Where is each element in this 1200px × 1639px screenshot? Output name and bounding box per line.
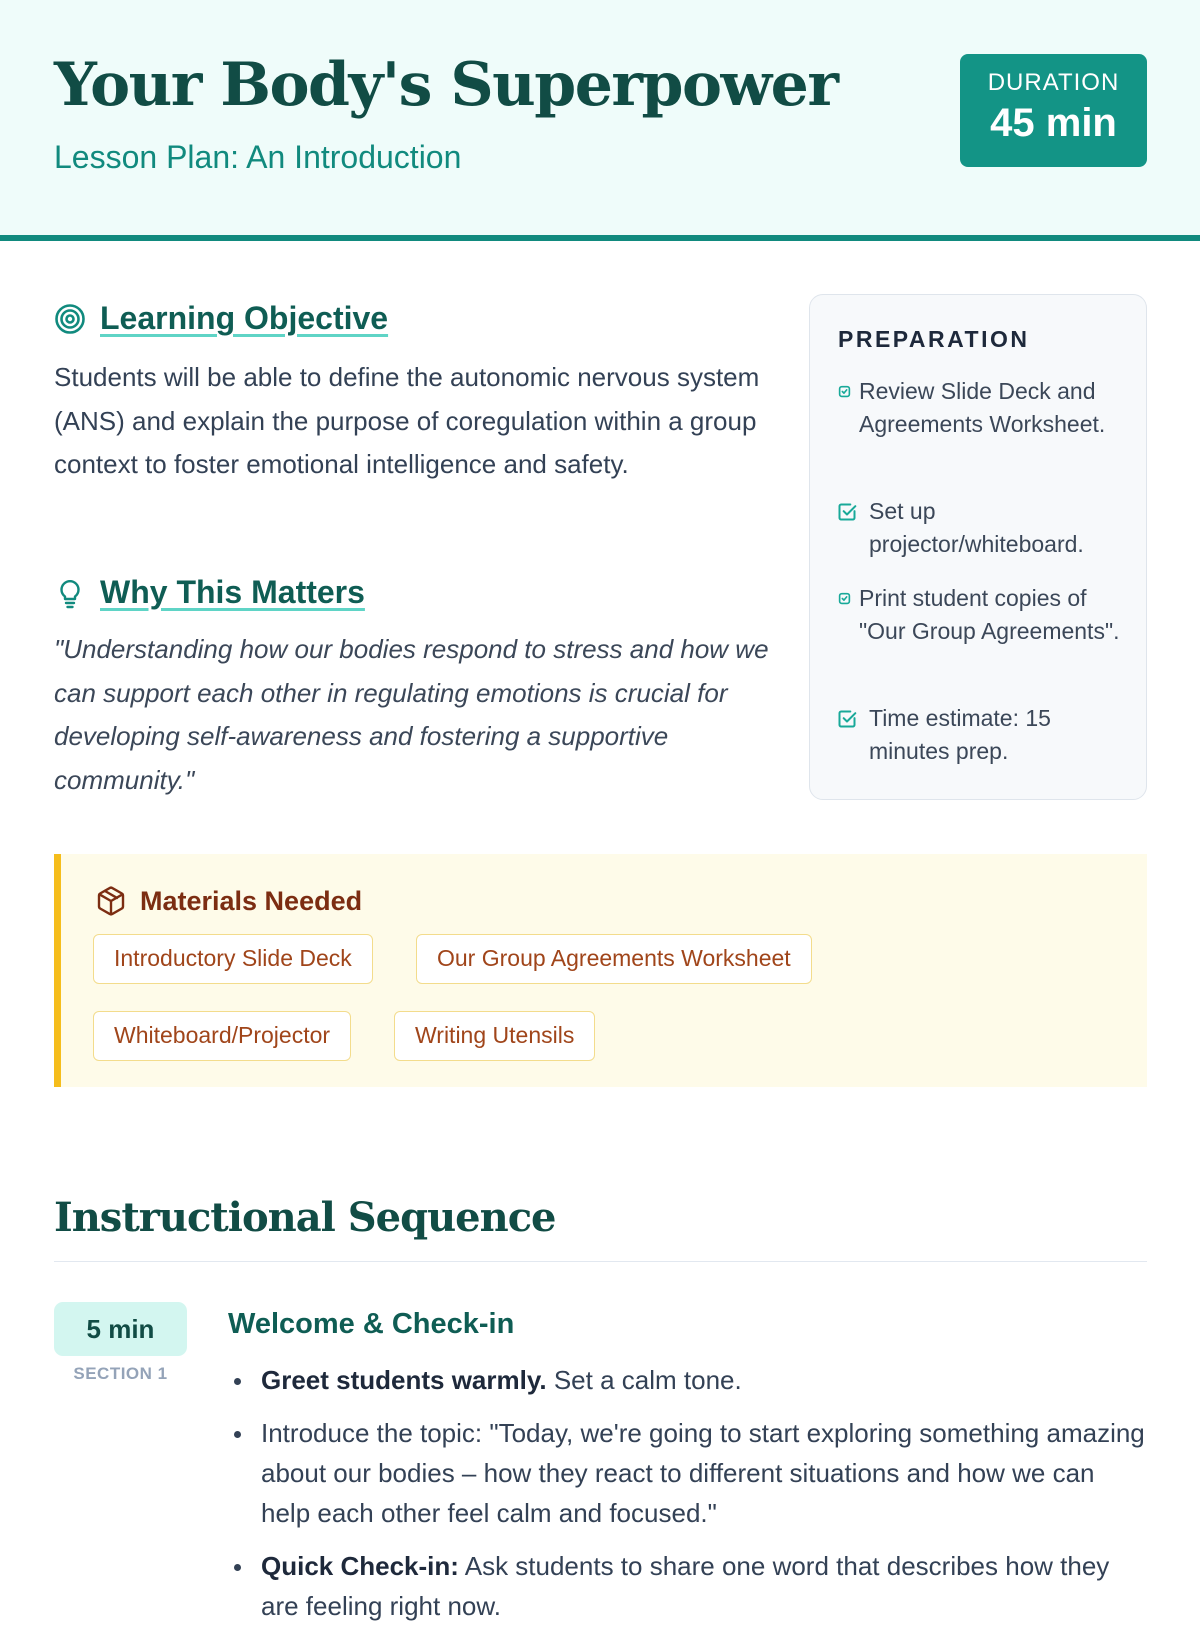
bullet-text: Introduce the topic: "Today, we're going to start exploring something amazing about our bodies – how they react to different situations and how we can help each other feel calm and focused." <box>261 1418 1145 1528</box>
preparation-item-text: Review Slide Deck and Agreements Worksheet. <box>859 378 1106 437</box>
material-chip: Writing Utensils <box>394 1011 595 1061</box>
preparation-item <box>837 582 1137 648</box>
preparation-item <box>837 702 1137 768</box>
checkbox-icon <box>837 582 851 615</box>
lightbulb-icon <box>54 577 86 609</box>
divider <box>54 1261 1147 1262</box>
lesson-header <box>0 0 1200 241</box>
objective-heading <box>54 300 388 337</box>
checkbox-icon <box>837 375 851 408</box>
preparation-item-text: Set up projector/whiteboard. <box>869 498 1084 557</box>
list-item <box>228 1360 1148 1400</box>
bullet-emphasis: Quick Check-in: <box>261 1551 459 1581</box>
target-icon <box>54 303 86 335</box>
matters-heading-label: Why This Matters <box>100 574 365 610</box>
checkbox-icon <box>837 702 857 735</box>
bullet-text: Ask students to share one word that describes how they are feeling right now. <box>261 1551 1110 1621</box>
checkbox-icon <box>837 495 857 528</box>
duration-badge <box>960 54 1147 167</box>
matters-heading <box>54 574 365 611</box>
preparation-item <box>837 495 1137 561</box>
duration-value: 45 min <box>990 101 1117 145</box>
bullet-text: Set a calm tone. <box>546 1365 742 1395</box>
step-title: Welcome & Check-in <box>228 1308 515 1340</box>
preparation-card <box>809 294 1147 800</box>
materials-panel <box>54 854 1147 1087</box>
material-chip: Our Group Agreements Worksheet <box>416 934 812 984</box>
material-chip: Introductory Slide Deck <box>93 934 373 984</box>
package-icon <box>95 885 127 917</box>
matters-quote: "Understanding how our bodies respond to stress and how we can support each other in regulating emotions is crucial for developing self-awareness and fostering a supportive community." <box>54 634 769 795</box>
bullet-emphasis: Greet students warmly. <box>261 1365 547 1395</box>
materials-heading-label: Materials Needed <box>140 885 363 916</box>
list-item <box>228 1546 1148 1626</box>
step-time-badge: 5 min <box>54 1302 187 1356</box>
objective-heading-label: Learning Objective <box>100 300 389 336</box>
preparation-item-text: Time estimate: 15 minutes prep. <box>869 705 1051 764</box>
objective-text: Students will be able to define the autonomic nervous system (ANS) and explain the purpose of coregulation within a group context to foster emotional intelligence and safety. <box>54 362 760 479</box>
duration-label: DURATION <box>987 69 1120 96</box>
list-item <box>228 1413 1148 1533</box>
preparation-item <box>837 375 1137 441</box>
step-bullets <box>228 1360 1148 1639</box>
page-title: Your Body's Superpower <box>54 50 838 120</box>
sequence-title: Instructional Sequence <box>54 1194 556 1241</box>
material-chip: Whiteboard/Projector <box>93 1011 351 1061</box>
page-subtitle: Lesson Plan: An Introduction <box>54 139 462 175</box>
preparation-item-text: Print student copies of "Our Group Agreements". <box>859 585 1120 644</box>
preparation-title: PREPARATION <box>838 326 1030 352</box>
step-section-label: SECTION 1 <box>73 1364 168 1383</box>
materials-heading <box>95 885 362 917</box>
